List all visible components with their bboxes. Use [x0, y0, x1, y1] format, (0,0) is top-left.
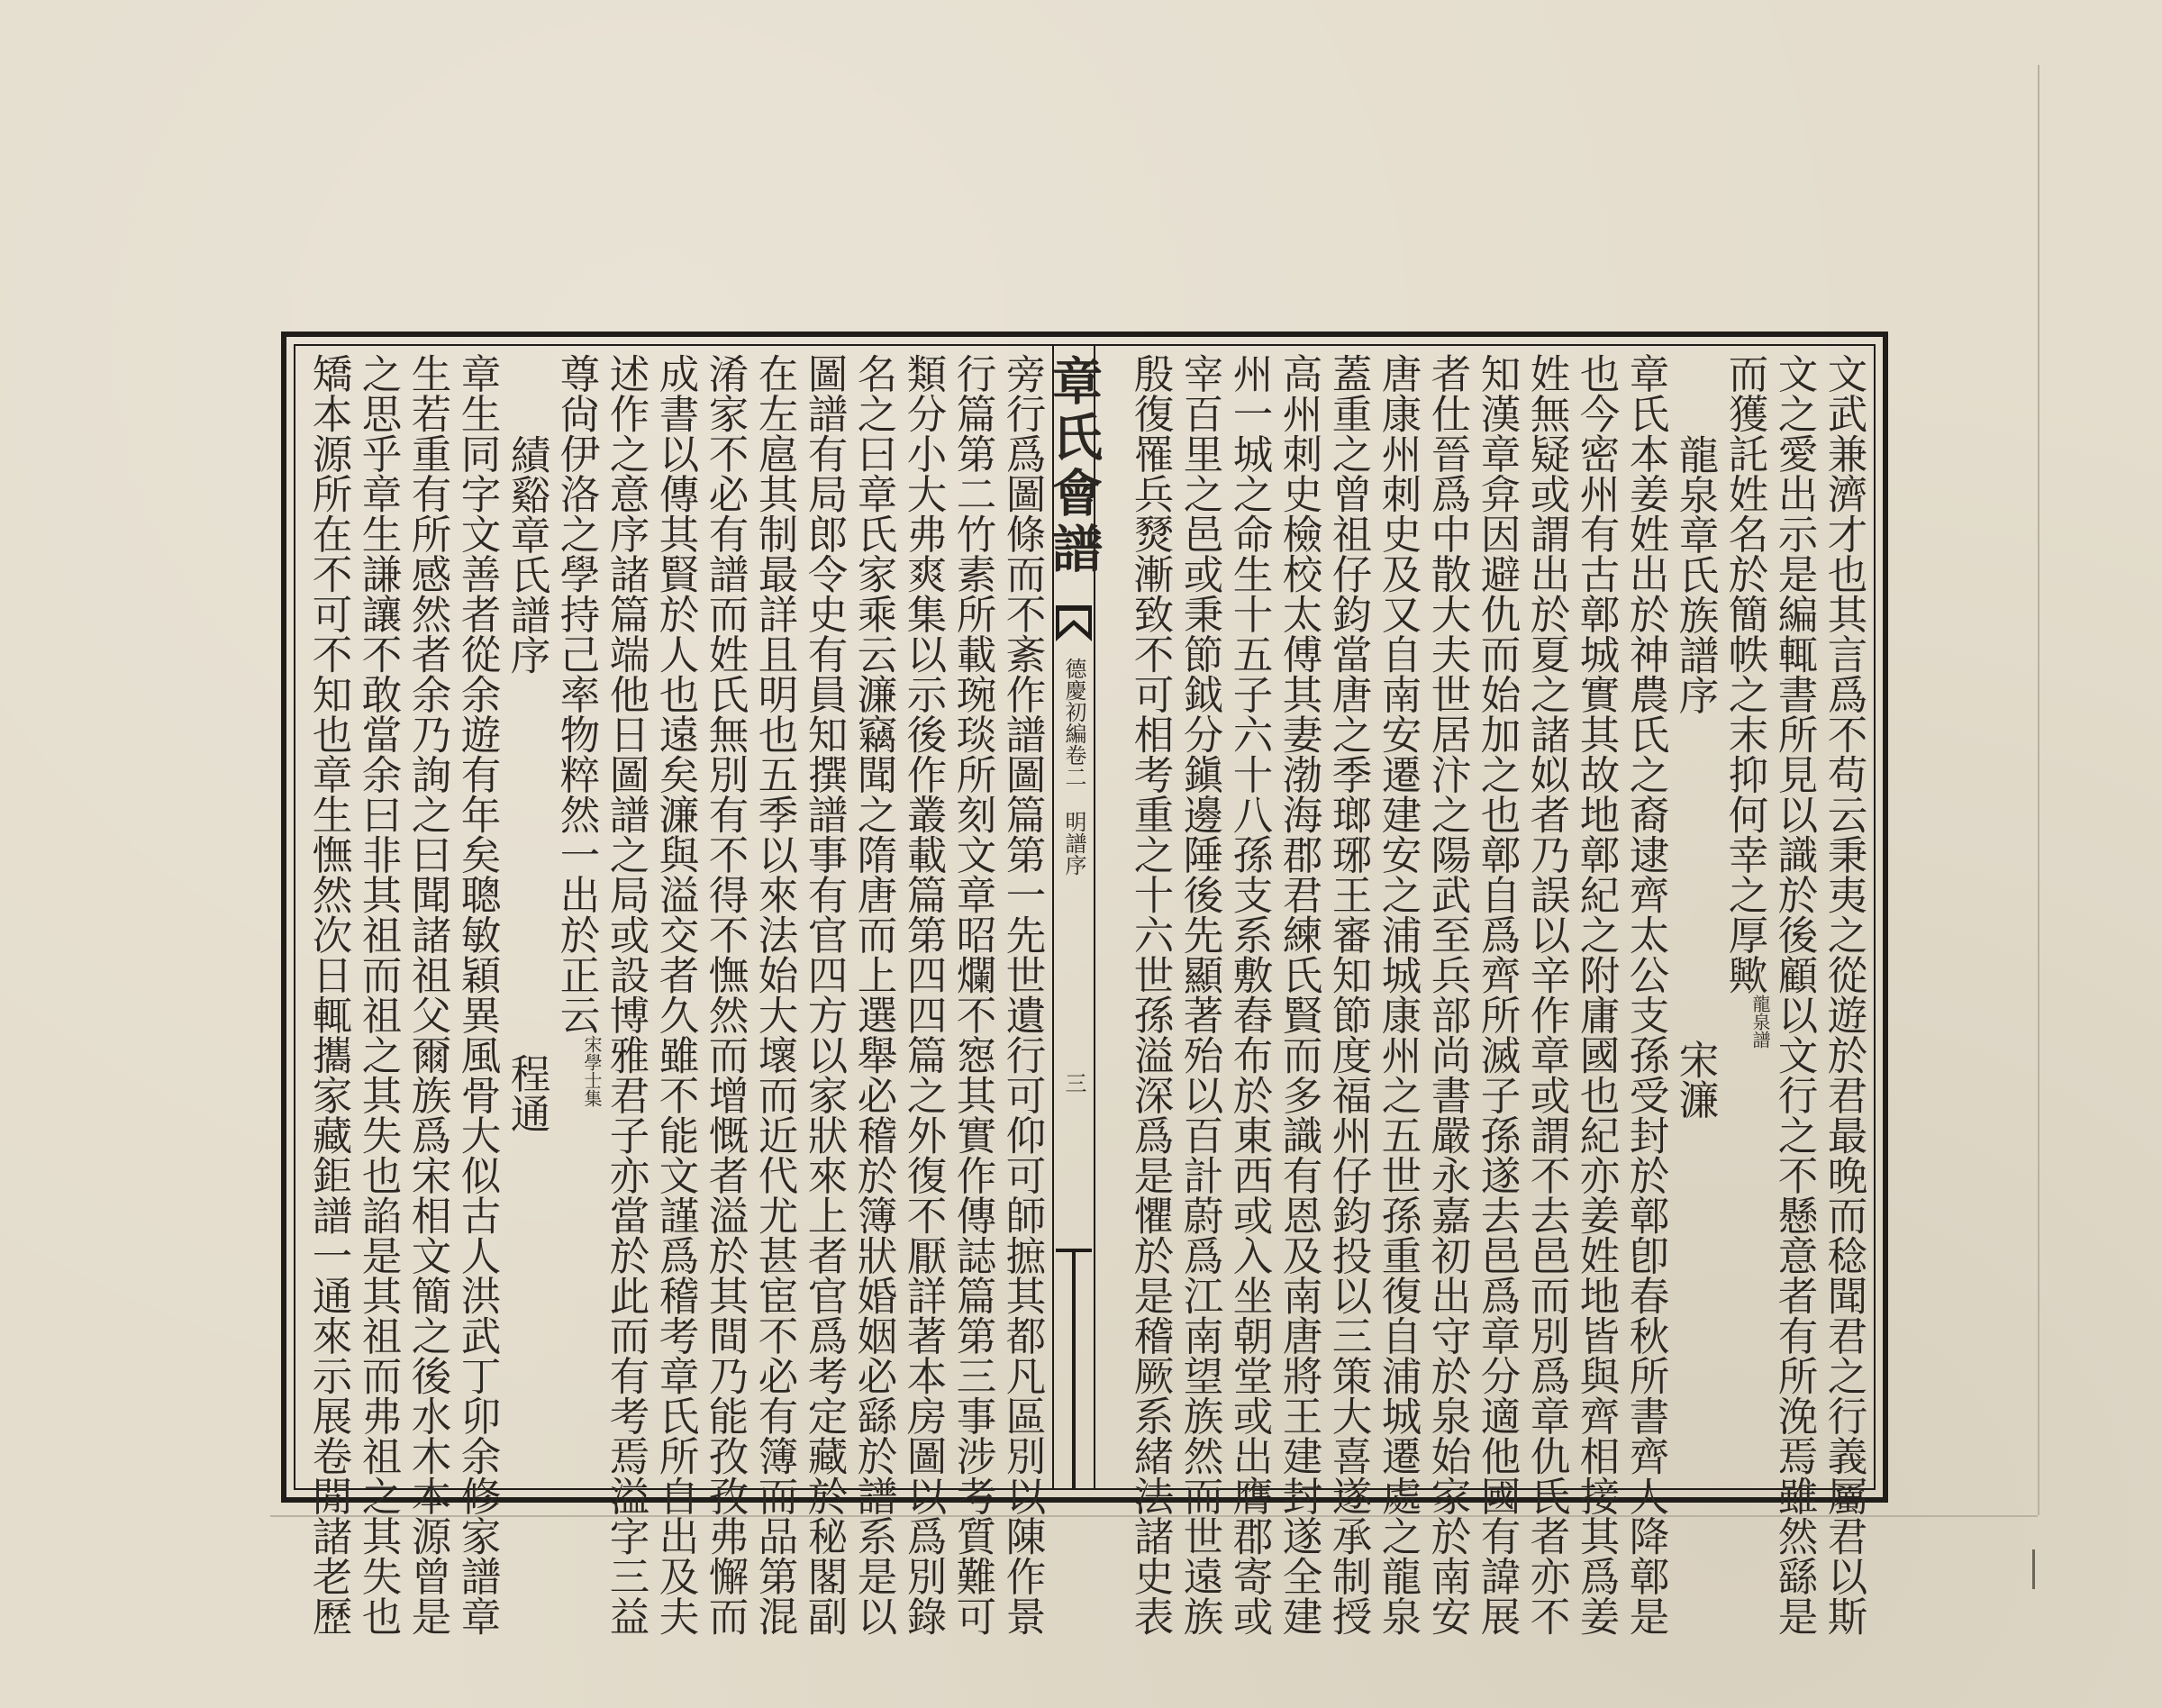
text-column: 章氏本姜姓出於神農氏之裔逮齊太公支孫受封於鄣卽春秋所書齊人降鄣是 — [1622, 353, 1668, 1636]
author-name: 程通 — [504, 1053, 550, 1133]
text-column: 唐康州刺史及又自南安遷建安之浦城康州之五世孫重復自浦城遷處之龍泉 — [1375, 353, 1421, 1636]
margin-tick-mark — [2032, 1549, 2035, 1589]
fold-subtitle — [1058, 658, 1090, 876]
text-column: 旁行爲圖條而不紊作譜圖篇第一先世遺行可仰可師摭其都凡區別以陳作景 — [999, 353, 1045, 1636]
fold-title: 章氏會譜 — [1044, 355, 1104, 578]
text-column: 名之曰章氏家乘云濂竊聞之隋唐而上選舉必稽於簿狀婚姻必繇於譜系是以 — [850, 353, 896, 1636]
text-column: 姓無疑或謂出於夏之諸姒者乃誤以辛作章或謂不去邑而別爲章仇氏者亦不 — [1523, 353, 1569, 1636]
source-note: 龍泉譜 — [1749, 995, 1771, 1049]
fold-volume-label: 德慶初編卷二 — [1061, 658, 1086, 787]
text-column: 高州刺史檢校太傅其妻渤海郡君練氏賢而多識有恩及南唐將王建封遂全建 — [1276, 353, 1322, 1636]
text-column: 也今密州有古鄣城實其故地鄣紀之附庸國也紀亦姜姓地皆與齊相接其爲姜 — [1573, 353, 1619, 1636]
text-column: 州一城之命生十五子六十八孫支系敷舂布於東西或入坐朝堂或出膺郡寄或 — [1226, 353, 1272, 1636]
fold-section-label: 明譜序 — [1061, 811, 1086, 876]
fold-bottom-line — [1072, 1249, 1076, 1490]
text-column: 文之愛出示是編輒書所見以識於後顧以文行之不懸意者有所浼焉雖然繇是 — [1771, 353, 1817, 1636]
text-column: 成書以傳其賢於人也遠矣濂與溢交者久雖不能文謹爲稽考章氏所自出及夫 — [652, 353, 698, 1636]
author-name: 宋濂 — [1672, 1039, 1718, 1120]
text-column: 尊尙伊洛之學持己率物粹然一出於正云宋學士集 — [553, 353, 603, 1107]
section-heading: 龍泉章氏族譜序宋濂 — [1672, 434, 1718, 1120]
text-column: 殷復罹兵燹漸致不可相考重之十六世孫溢深爲是懼於是稽厥系緒法諸史表 — [1127, 353, 1173, 1636]
source-note: 宋學士集 — [581, 1034, 603, 1107]
text-column: 矯本源所在不可不知也章生憮然次日輒攜家藏鉅譜一通來示展卷閒諸老歷 — [305, 353, 351, 1636]
right-page-text — [1106, 353, 1868, 1636]
text-column: 淆家不必有譜而姓氏無別有不得不憮然而增慨者溢於其間乃能孜孜弗懈而 — [702, 353, 748, 1636]
fold-page-number: 三 — [1061, 1072, 1086, 1094]
text-column: 蓋重之曾祖仔鈞當唐之季瑯琊王審知節度福州仔鈞投以三策大喜遂承制授 — [1325, 353, 1371, 1636]
text-column: 而獲託姓名於簡帙之末抑何幸之厚歟龍泉譜 — [1721, 353, 1771, 1049]
text-column: 宰百里之邑或秉節鉞分鎭邊陲後先顯著殆以百計蔚爲江南望族然而世遠族 — [1176, 353, 1222, 1636]
fish-tail-mark — [1056, 602, 1092, 645]
text-column: 章生同字文善者從余遊有年矣聰敏穎異風骨大似古人洪武丁卯余修家譜章 — [454, 353, 500, 1636]
scan-edge-right — [2038, 65, 2039, 1515]
text-column: 類分小大弗爽集以示後作叢載篇第四四篇之外復不厭詳著本房圖以爲別錄 — [900, 353, 946, 1636]
text-column: 文武兼濟才也其言爲不苟云秉夷之從遊於君最晚而稔聞君之行義屬君以斯 — [1821, 353, 1867, 1636]
section-heading: 績谿章氏譜序程通 — [504, 434, 550, 1133]
text-column: 在左扈其制最詳且明也五季以來法始大壞而近代尤甚宦不必有簿而品第混 — [751, 353, 797, 1636]
text-column: 者仕晉爲中散大夫世居汴之陽武至兵部尚書嚴永嘉初出守於泉始家於南安 — [1424, 353, 1470, 1636]
text-column: 圖譜有局郎令史有員知撰譜事有官四方以家狀來上者官爲考定藏於秘閣副 — [801, 353, 847, 1636]
text-column: 述作之意序諸篇端他日圖譜之局或設博雅君子亦當於此而有考焉溢字三益 — [603, 353, 649, 1636]
text-column: 行篇第二竹素所載琬琰所刻文章昭爛不惌其實作傳誌篇第三事涉考質難可 — [949, 353, 995, 1636]
left-page-text — [301, 353, 1047, 1636]
text-column: 生若重有所感然者余乃詢之曰聞諸祖父爾族爲宋相文簡之後水木本源曾是 — [404, 353, 450, 1636]
text-column: 之思乎章生謙讓不敢當余曰非其祖而祖之其失也諂是其祖而弗祖之其失也 — [355, 353, 401, 1636]
text-column: 知漢章弇因避仇而始加之也鄣自爲齊所滅子孫遂去邑爲章分適他國有諱展 — [1474, 353, 1520, 1636]
